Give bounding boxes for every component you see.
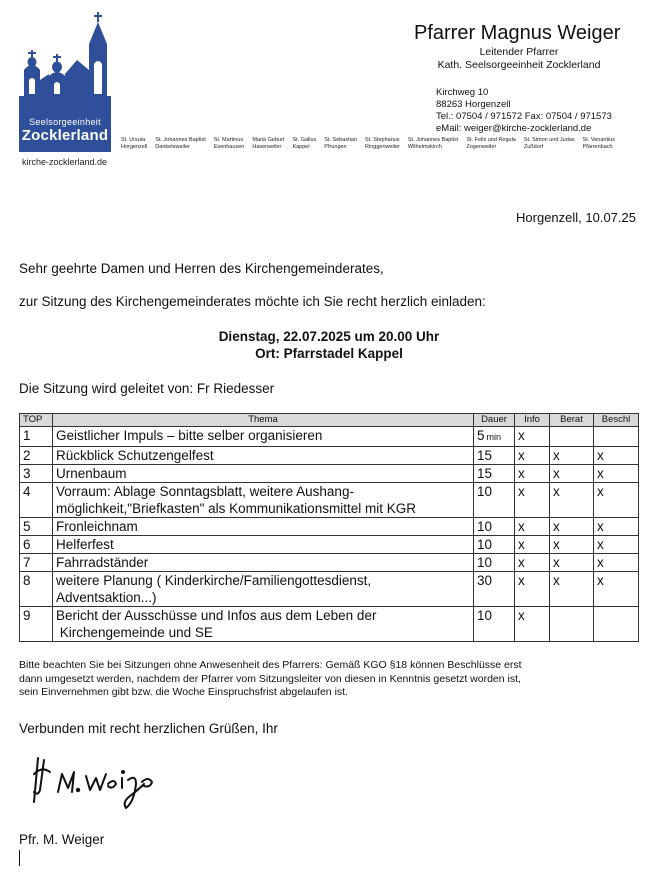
agenda-thema-line: Kirchengemeinde und SE bbox=[56, 625, 213, 640]
agenda-dauer-value: 10 bbox=[477, 519, 493, 534]
parish-name: St. Gallus bbox=[292, 137, 317, 143]
agenda-row bbox=[20, 427, 639, 447]
note-line: Bitte beachten Sie bei Sitzungen ohne Anwesenheit des Pfarrers: Gemäß KGO §18 können Beschlüsse erst bbox=[19, 659, 522, 671]
agenda-info: x bbox=[515, 447, 550, 465]
agenda-top: 6 bbox=[20, 536, 53, 554]
agenda-beschl: x bbox=[594, 572, 639, 607]
note-line: dann umgesetzt werden, nachdem der Pfarrer vom Sitzungsleiter von diesen in Kenntnis gesetzt worden ist, bbox=[19, 672, 521, 685]
agenda-table bbox=[19, 413, 639, 642]
agenda-berat: x bbox=[550, 447, 594, 465]
address-city: 88263 Horgenzell bbox=[436, 99, 511, 110]
parish-item bbox=[466, 137, 516, 151]
sender-role: Leitender Pfarrer bbox=[479, 46, 559, 58]
parish-item bbox=[292, 137, 316, 151]
agenda-dauer bbox=[474, 518, 515, 536]
agenda-thema bbox=[53, 447, 474, 465]
agenda-thema-line: Fahrradständer bbox=[56, 555, 149, 570]
agenda-beschl: x bbox=[594, 518, 639, 536]
agenda-thema bbox=[53, 465, 474, 483]
parish-item bbox=[324, 137, 357, 151]
salutation: Sehr geehrte Damen und Herren des Kirchengemeinderates, bbox=[19, 261, 384, 276]
parish-name: St. Felix und Regula bbox=[466, 137, 516, 143]
parish-name: St. Simon und Judas bbox=[523, 137, 575, 143]
header-top: TOP bbox=[20, 414, 53, 427]
agenda-top: 1 bbox=[20, 427, 53, 447]
agenda-dauer-value: 15 bbox=[477, 466, 493, 481]
agenda-thema-line: weitere Planung ( Kinderkirche/Familiengottesdienst, bbox=[56, 573, 372, 588]
agenda-thema-line: möglichkeit,"Briefkasten" als Kommunikationsmittel mit KGR bbox=[56, 501, 416, 516]
parish-name: Mariä Geburt bbox=[252, 137, 285, 143]
agenda-thema-line: Helferfest bbox=[56, 537, 114, 552]
agenda-thema-line: Rückblick Schutzengelfest bbox=[56, 448, 214, 463]
agenda-dauer-value: 15 bbox=[477, 448, 493, 463]
logo-line-2: Zocklerland bbox=[21, 127, 109, 144]
letter-date: Horgenzell, 10.07.25 bbox=[516, 210, 636, 225]
agenda-row bbox=[20, 483, 639, 518]
parish-item bbox=[524, 137, 575, 151]
sender-org: Kath. Seelsorgeeinheit Zocklerland bbox=[437, 59, 601, 71]
parish-name: St. Sebastian bbox=[324, 137, 358, 143]
sender-name: Pfarrer Magnus Weiger bbox=[414, 22, 621, 44]
agenda-dauer bbox=[474, 447, 515, 465]
address-email: eMail: weiger@kirche-zocklerland.de bbox=[436, 123, 592, 134]
agenda-thema-line: Fronleichnam bbox=[56, 519, 138, 534]
agenda-top: 9 bbox=[20, 607, 53, 642]
agenda-beschl: x bbox=[594, 536, 639, 554]
signature-name: Pfr. M. Weiger bbox=[19, 832, 105, 847]
agenda-dauer-value: 30 bbox=[477, 573, 493, 588]
agenda-beschl: x bbox=[594, 465, 639, 483]
agenda-thema-line: Bericht der Ausschüsse und Infos aus dem Leben der bbox=[56, 608, 377, 623]
agenda-dauer-value: 5 bbox=[477, 428, 485, 443]
agenda-top: 3 bbox=[20, 465, 53, 483]
agenda-dauer bbox=[474, 536, 515, 554]
legal-note bbox=[19, 659, 629, 700]
agenda-berat bbox=[550, 427, 594, 447]
agenda-top: 4 bbox=[20, 483, 53, 518]
parish-name: St. Johannes Baptist bbox=[407, 137, 459, 143]
agenda-info: x bbox=[515, 518, 550, 536]
parish-item bbox=[214, 137, 245, 151]
agenda-berat: x bbox=[550, 483, 594, 518]
header-berat: Berat bbox=[550, 414, 594, 427]
agenda-dauer-unit: min bbox=[486, 432, 502, 442]
meeting-place: Ort: Pfarrstadel Kappel bbox=[255, 346, 403, 361]
parish-name: St. Stephanus bbox=[365, 137, 400, 143]
note-line: sein Einvernehmen gibt bzw. die Woche Einspruchsfrist abgelaufen ist. bbox=[19, 686, 348, 698]
parish-place: Danketsweiler bbox=[155, 144, 190, 150]
text-cursor bbox=[19, 850, 20, 866]
agenda-info: x bbox=[515, 465, 550, 483]
header-thema: Thema bbox=[53, 414, 474, 427]
agenda-dauer-value: 10 bbox=[477, 484, 493, 499]
agenda-beschl: x bbox=[594, 483, 639, 518]
agenda-thema-line: Geistlicher Impuls – bitte selber organisieren bbox=[56, 428, 323, 443]
meeting-date: Dienstag, 22.07.2025 um 20.00 Uhr bbox=[218, 329, 440, 344]
agenda-row bbox=[20, 572, 639, 607]
agenda-dauer-value: 10 bbox=[477, 537, 493, 552]
header-beschl: Beschl bbox=[594, 414, 639, 427]
parish-place: Haserweiler bbox=[252, 144, 282, 150]
agenda-thema bbox=[53, 427, 474, 447]
address-street: Kirchweg 10 bbox=[436, 87, 489, 98]
agenda-info: x bbox=[515, 536, 550, 554]
agenda-beschl bbox=[594, 607, 639, 642]
meeting-lead: Die Sitzung wird geleitet von: Fr Riedesser bbox=[19, 381, 275, 396]
agenda-beschl: x bbox=[594, 447, 639, 465]
agenda-dauer bbox=[474, 465, 515, 483]
agenda-dauer-value: 10 bbox=[477, 608, 493, 623]
parish-name: St. Martinus bbox=[213, 137, 244, 143]
agenda-dauer bbox=[474, 554, 515, 572]
agenda-thema-line: Vorraum: Ablage Sonntagsblatt, weitere Aushang- bbox=[56, 484, 354, 499]
agenda-beschl: x bbox=[594, 554, 639, 572]
agenda-dauer bbox=[474, 483, 515, 518]
agenda-top: 8 bbox=[20, 572, 53, 607]
agenda-dauer bbox=[474, 607, 515, 642]
header-info: Info bbox=[515, 414, 550, 427]
agenda-thema bbox=[53, 554, 474, 572]
agenda-info: x bbox=[515, 483, 550, 518]
agenda-dauer bbox=[474, 427, 515, 447]
closing-text: Verbunden mit recht herzlichen Grüßen, Ihr bbox=[19, 721, 278, 736]
parish-place: Kappel bbox=[292, 144, 310, 150]
parish-place: Horgenzell bbox=[121, 144, 148, 150]
agenda-header-row bbox=[20, 414, 639, 427]
agenda-info: x bbox=[515, 572, 550, 607]
logo-wordmark bbox=[19, 110, 111, 152]
parish-item bbox=[155, 137, 205, 151]
parish-list bbox=[121, 137, 623, 151]
parish-item bbox=[408, 137, 458, 151]
agenda-info: x bbox=[515, 607, 550, 642]
sender-address bbox=[436, 87, 612, 135]
agenda-thema bbox=[53, 536, 474, 554]
agenda-thema-line: Adventsaktion...) bbox=[56, 590, 157, 605]
parish-item bbox=[583, 137, 615, 151]
parish-place: Zogenweiler bbox=[466, 144, 497, 150]
agenda-berat: x bbox=[550, 572, 594, 607]
agenda-beschl bbox=[594, 427, 639, 447]
agenda-row bbox=[20, 518, 639, 536]
parish-place: Pfärrenbach bbox=[582, 144, 613, 150]
agenda-thema bbox=[53, 607, 474, 642]
agenda-row bbox=[20, 607, 639, 642]
agenda-thema bbox=[53, 483, 474, 518]
parish-name: St. Ursula bbox=[121, 137, 146, 143]
agenda-row bbox=[20, 447, 639, 465]
agenda-berat: x bbox=[550, 554, 594, 572]
website-link[interactable]: kirche-zocklerland.de bbox=[22, 157, 108, 167]
handwritten-signature bbox=[30, 752, 160, 812]
agenda-dauer-value: 10 bbox=[477, 555, 493, 570]
agenda-thema bbox=[53, 518, 474, 536]
agenda-info: x bbox=[515, 554, 550, 572]
agenda-thema bbox=[53, 572, 474, 607]
agenda-top: 5 bbox=[20, 518, 53, 536]
parish-name: St. Venantius bbox=[582, 137, 616, 143]
agenda-info: x bbox=[515, 427, 550, 447]
parish-item bbox=[121, 137, 147, 151]
agenda-row bbox=[20, 536, 639, 554]
parish-place: Wilhelmskirch bbox=[407, 144, 442, 150]
parish-place: Ringgenweiler bbox=[365, 144, 400, 150]
parish-place: Pfrungen bbox=[324, 144, 347, 150]
agenda-berat: x bbox=[550, 536, 594, 554]
agenda-top: 2 bbox=[20, 447, 53, 465]
parish-item bbox=[365, 137, 400, 151]
agenda-dauer bbox=[474, 572, 515, 607]
agenda-thema-line: Urnenbaum bbox=[56, 466, 127, 481]
agenda-row bbox=[20, 465, 639, 483]
agenda-berat: x bbox=[550, 518, 594, 536]
parish-place: Esenhausen bbox=[213, 144, 245, 150]
parish-item bbox=[252, 137, 284, 151]
address-phone: Tel.: 07504 / 971572 Fax: 07504 / 971573 bbox=[436, 111, 612, 122]
agenda-berat bbox=[550, 607, 594, 642]
agenda-berat: x bbox=[550, 465, 594, 483]
intro-text: zur Sitzung des Kirchengemeinderates möchte ich Sie recht herzlich einladen: bbox=[19, 294, 486, 309]
parish-name: St. Johannes Baptist bbox=[155, 137, 206, 143]
agenda-row bbox=[20, 554, 639, 572]
agenda-top: 7 bbox=[20, 554, 53, 572]
logo-line-1: Seelsorgeeinheit bbox=[29, 117, 101, 127]
header-dauer: Dauer bbox=[474, 414, 515, 427]
parish-place: Zußdorf bbox=[523, 144, 544, 150]
